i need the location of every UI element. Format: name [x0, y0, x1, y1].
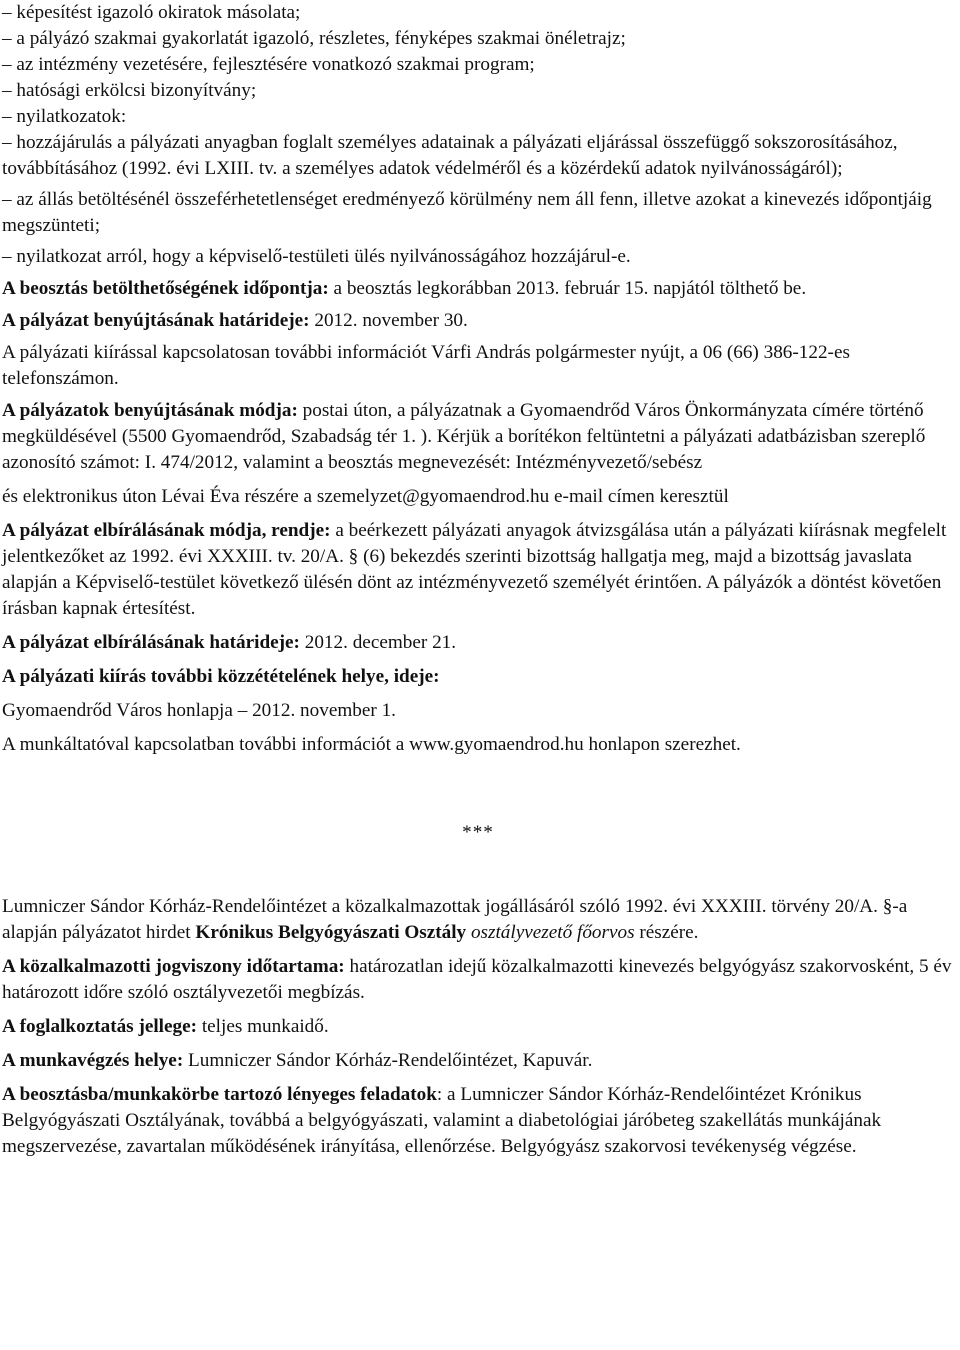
employment-type-text: teljes munkaidő.: [197, 1016, 329, 1037]
list-item: – hozzájárulás a pályázati anyagban foglalt személyes adatainak a pályázati eljárással összefüggő sokszorosításához, továbbításához (1992. évi LXIII. tv. a személyes adatok védelméről és a közérdekű adatok nyilvánosságáról);: [2, 132, 898, 179]
duties-text: : a Lumniczer Sándor Kórház-Rendelőintézet Krónikus Belgyógyászati Osztályának, továbbá a belgyógyászati, valamint a diabetológiai járóbeteg szakellátás munkájának megszervezése, zavartalan működésének irányítása, ellenőrzése. Belgyógyász szakorvosi tevékenység végzése.: [2, 1084, 882, 1157]
info-paragraph: A pályázati kiírással kapcsolatosan további információt Várfi András polgármester nyújt, a 06 (66) 386-122-es telefonszámon.: [2, 342, 850, 389]
list-item: – a pályázó szakmai gyakorlatát igazoló, részletes, fényképes szakmai önéletrajz;: [2, 28, 626, 49]
section-separator: ***: [462, 822, 494, 843]
employment-type-label: A foglalkoztatás jellege:: [2, 1016, 198, 1037]
start-date-paragraph: [2, 276, 954, 302]
attachment-list: [2, 0, 954, 270]
position-title: osztályvezető főorvos: [470, 922, 635, 943]
employer-info-paragraph: A munkáltatóval kapcsolatban további információt a www.gyomaendrod.hu honlapon szerezhet.: [2, 734, 741, 755]
submission-method-text: postai úton, a pályázatnak a Gyomaendrőd Város Önkormányzata címére történő megküldésével (5500 Gyomaendrőd, Szabadság tér 1. ). Kérjük a borítékon feltüntetni a pályázati adatbázisban szereplő azonosító számot: I. 474/2012, valamint a beosztás megnevezését: Intézményvezető/sebész: [2, 400, 926, 473]
announcement-intro: [2, 894, 954, 946]
list-item: – hatósági erkölcsi bizonyítvány;: [2, 80, 257, 101]
list-item: – nyilatkozat arról, hogy a képviselő-testületi ülés nyilvánosságához hozzájárul-e.: [2, 246, 631, 267]
workplace-paragraph: [2, 1048, 954, 1074]
email-paragraph: és elektronikus úton Lévai Éva részére a szemelyzet@gyomaendrod.hu e-mail címen keresztül: [2, 486, 729, 507]
publication-text: Gyomaendrőd Város honlapja – 2012. november 1.: [2, 700, 396, 721]
submission-method-paragraph: [2, 398, 954, 476]
department-name: Krónikus Belgyógyászati Osztály: [195, 922, 467, 943]
workplace-text: Lumniczer Sándor Kórház-Rendelőintézet, Kapuvár.: [183, 1050, 593, 1071]
list-item: – nyilatkozatok:: [2, 106, 127, 127]
duration-text: határozatlan idejű közalkalmazotti kinevezés belgyógyász szakorvosként, 5 év határozott időre szóló osztályvezetői megbízás.: [2, 956, 952, 1003]
list-item: – az intézmény vezetésére, fejlesztésére vonatkozó szakmai program;: [2, 54, 535, 75]
evaluation-paragraph: [2, 518, 954, 622]
evaluation-deadline-label: A pályázat elbírálásának határideje:: [2, 632, 300, 653]
deadline-paragraph: [2, 308, 954, 334]
intro-text: Lumniczer Sándor Kórház-Rendelőintézet a közalkalmazottak jogállásáról szóló 1992. évi XXXIII. törvény 20/A. §-a alapján pályázatot hirdet: [2, 896, 908, 943]
employment-type-paragraph: [2, 1014, 954, 1040]
publication-label: A pályázati kiírás további közzétételének helye, ideje:: [2, 666, 440, 687]
workplace-label: A munkavégzés helye:: [2, 1050, 184, 1071]
duration-label: A közalkalmazotti jogviszony időtartama:: [2, 956, 345, 977]
deadline-text: 2012. november 30.: [309, 310, 468, 331]
evaluation-text: a beérkezett pályázati anyagok átvizsgálása után a pályázati kiírásnak megfelelt jelentkezőket az 1992. évi XXXIII. tv. 20/A. § (6) bekezdés szerinti bizottság hallgatja meg, majd a bizottság javaslata alapján a Képviselő-testület következő ülésén dönt az intézményvezető személyét érintően. A pályázók a döntést követően írásban kapnak értesítést.: [2, 520, 947, 619]
list-item: – képesítést igazoló okiratok másolata;: [2, 2, 301, 23]
deadline-label: A pályázat benyújtásának határideje:: [2, 310, 310, 331]
submission-method-label: A pályázatok benyújtásának módja:: [2, 400, 298, 421]
evaluation-deadline-text: 2012. december 21.: [299, 632, 457, 653]
evaluation-label: A pályázat elbírálásának módja, rendje:: [2, 520, 331, 541]
duration-paragraph: [2, 954, 954, 1006]
duties-paragraph: [2, 1082, 954, 1160]
intro-end: részére.: [634, 922, 699, 943]
list-item: – az állás betöltésénél összeférhetetlenséget eredményező körülmény nem áll fenn, illetve azokat a kinevezés időpontjáig megszünteti;: [2, 189, 932, 236]
duties-label: A beosztásba/munkakörbe tartozó lényeges feladatok: [2, 1084, 437, 1105]
publication-heading: [2, 664, 954, 690]
evaluation-deadline-paragraph: [2, 630, 954, 656]
start-date-label: A beosztás betölthetőségének időpontja:: [2, 278, 329, 299]
start-date-text: a beosztás legkorábban 2013. február 15. napjától tölthető be.: [328, 278, 807, 299]
